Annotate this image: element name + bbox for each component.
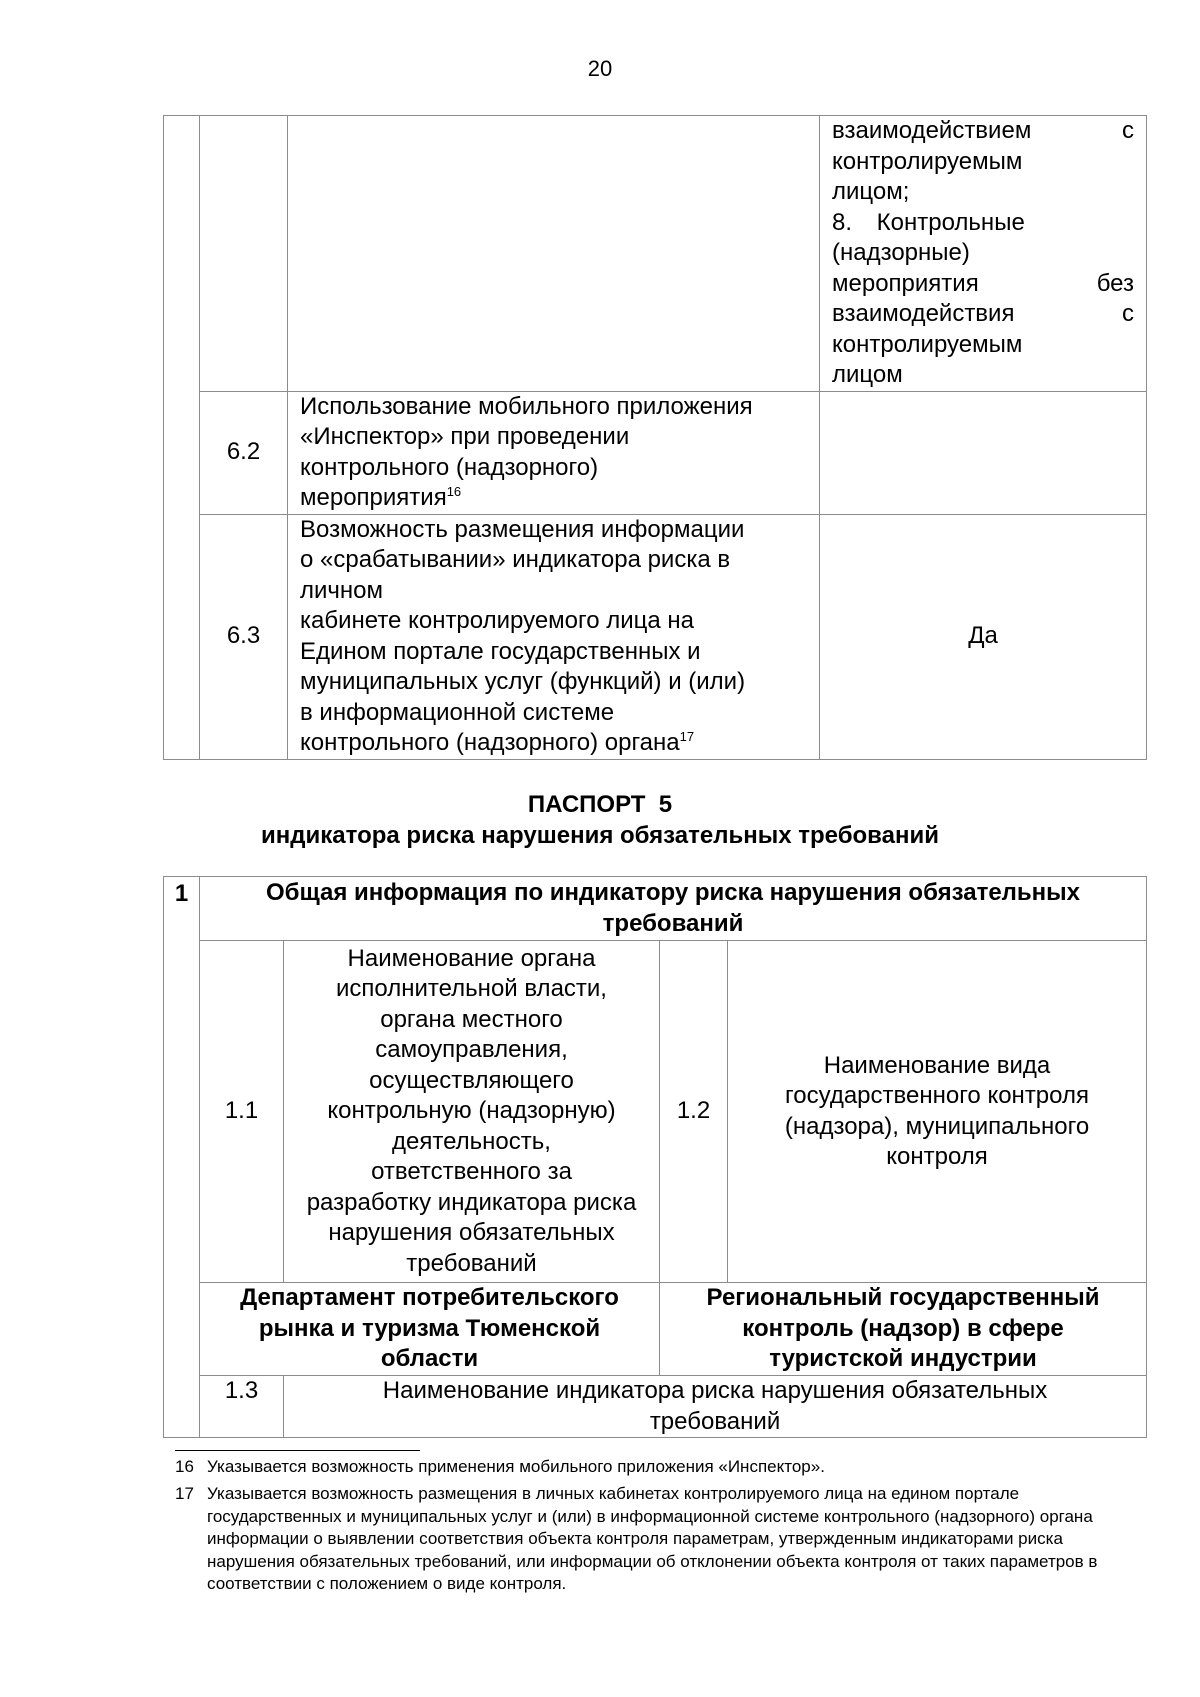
section-title: Общая информация по индикатору риска нарушения обязательных требований <box>200 877 1147 941</box>
table-row <box>164 1283 1147 1376</box>
value-line: взаимодействием с <box>832 117 1134 144</box>
parameter-cell <box>288 514 820 759</box>
footnote-ref: 17 <box>679 729 695 744</box>
value-cell <box>820 391 1147 514</box>
value-line: лицом <box>832 361 903 388</box>
passport-subtitle: индикатора риска нарушения обязательных требований <box>261 822 939 849</box>
item-label: Наименование индикатора риска нарушения обязательных требований <box>284 1376 1147 1438</box>
row-number: 6.3 <box>200 514 288 759</box>
number-cell <box>200 116 288 392</box>
parameter-cell <box>288 391 820 514</box>
item-value: Департамент потребительского рынка и туризма Тюменской области <box>200 1283 660 1376</box>
row-number: 6.2 <box>200 391 288 514</box>
table-row <box>164 116 1147 392</box>
passport-title: ПАСПОРТ 5 <box>527 791 673 818</box>
footnote-number: 17 <box>175 1484 194 1503</box>
footnote-16 <box>175 1456 1135 1479</box>
parameter-line: в информационной системе <box>300 698 615 726</box>
item-number: 1.1 <box>200 941 284 1283</box>
item-value: Региональный государственный контроль (надзор) в сфере туристской индустрии <box>660 1283 1147 1376</box>
item-number: 1.3 <box>200 1376 284 1438</box>
value-line: контролируемым <box>832 330 1023 358</box>
passport-table <box>163 876 1147 1438</box>
item-label: Наименование органа исполнительной власти, органа местного самоуправления, осуществляющего контрольную (надзорную) деятельность, ответственного за разработку индикатора риска нарушения обязательных требований <box>284 941 660 1283</box>
parameter-line: Возможность размещения информации <box>300 515 745 543</box>
footnote-separator <box>175 1450 420 1451</box>
value-line: лицом; <box>832 178 910 205</box>
parameter-line: муниципальных услуг (функций) и (или) <box>300 668 746 695</box>
continuation-table <box>163 115 1147 760</box>
parameter-line: контрольного (надзорного) <box>300 453 599 481</box>
parameter-line: о «срабатывании» индикатора риска в <box>300 546 731 573</box>
item-number: 1.2 <box>660 941 728 1283</box>
value-line: (надзорные) <box>832 239 970 266</box>
section-cell <box>164 116 200 760</box>
table-row <box>164 514 1147 759</box>
footnote-ref: 16 <box>446 484 462 499</box>
value-cell <box>820 116 1147 392</box>
table-row <box>164 877 1147 941</box>
table-row <box>164 1376 1147 1438</box>
parameter-line: личном <box>300 576 384 604</box>
value-line: 8. Контрольные <box>832 208 1025 236</box>
value-line: мероприятия без <box>832 269 1134 297</box>
footnote-number: 16 <box>175 1457 194 1476</box>
footnote-17 <box>175 1483 1135 1596</box>
parameter-line: Использование мобильного приложения <box>300 392 753 420</box>
page-number: 20 <box>587 56 613 81</box>
value-cell: Да <box>820 514 1147 759</box>
parameter-line: контрольного (надзорного) органа$^{17}$ <box>300 729 695 756</box>
footnote-text: Указывается возможность применения мобильного приложения «Инспектор». <box>207 1457 825 1476</box>
section-number: 1 <box>164 877 200 1438</box>
parameter-line: мероприятия$^{16}$ <box>300 484 462 511</box>
parameter-line: Едином портале государственных и <box>300 637 701 665</box>
value-line: взаимодействия с <box>832 300 1134 327</box>
parameter-cell <box>288 116 820 392</box>
parameter-line: кабинете контролируемого лица на <box>300 607 695 634</box>
item-label: Наименование вида государственного контроля (надзора), муниципального контроля <box>728 941 1147 1283</box>
table-row <box>164 391 1147 514</box>
table-row <box>164 941 1147 1283</box>
value-line: контролируемым <box>832 147 1023 175</box>
parameter-line: «Инспектор» при проведении <box>300 423 630 450</box>
footnote-text: Указывается возможность размещения в личных кабинетах контролируемого лица на едином портале государственных и муниципальных услуг и (или) в информационной системе контрольного (надзорного) органа информации о выявлении соответствия объекта контроля параметрам, утвержденным индикаторами риска нарушения обязательных требований, или информации об отклонении объекта контроля от таких параметров в соответствии с положением о виде контроля. <box>207 1484 1098 1593</box>
